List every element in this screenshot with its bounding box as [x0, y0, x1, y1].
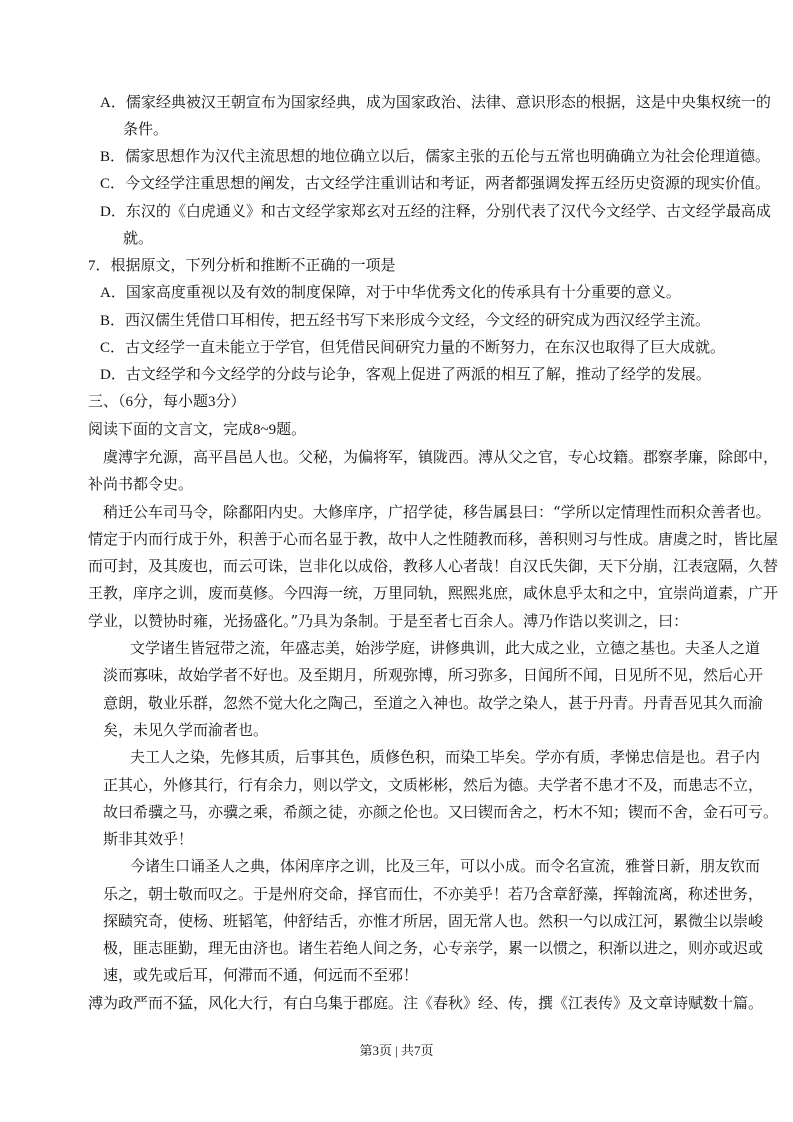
passage-quote-line: 矣，未见久学而渝者也。: [103, 721, 269, 739]
passage-quote-line: 今诸生口诵圣人之典，体闲庠序之训，比及三年，可以小成。而令名宣流，雅誉日新，朋友钦而: [130, 857, 761, 875]
q6-option-c: C．今文经学注重思想的阐发，古文经学注重训诂和考证，两者都强调发挥五经历史资源的现实价值。: [100, 176, 771, 192]
passage-quote-line: 淡而寡味，故始学者不好也。及至期月，所观弥博，所习弥多，日闻所不闻，日见所不见，然后心开: [103, 666, 764, 684]
q7-stem: 7．根据原文，下列分析和推断不正确的一项是: [88, 258, 396, 274]
passage-line: 补尚书都令史。: [88, 475, 194, 493]
q6-option-b: B．儒家思想作为汉代主流思想的地位确立以后，儒家主张的五伦与五常也明确确立为社会伦理道德。: [100, 149, 771, 165]
passage-line: 学业，以赞协时雍，光扬盛化。”乃具为条制。于是至者七百余人。溥乃作诰以奖训之，曰：: [88, 612, 689, 630]
section-instruction: 阅读下面的文言文，完成8~9题。: [88, 422, 307, 438]
passage-quote-line: 斯非其效乎！: [103, 830, 194, 848]
passage-line: 情定于内而行成于外，积善于心而名显于教，故中人之性随教而移，善积则习与性成。唐虞之时，皆比屋: [88, 530, 779, 548]
passage-line: 稍迁公车司马令，除鄱阳内史。大修庠序，广招学徒，移告属县曰：“学所以定情理性而积众善者也。: [103, 503, 771, 521]
passage-line: 而可封，及其废也，而云可诛，岂非化以成俗，教移人心者哉！自汉氏失御，天下分崩，江表寇隔，久替: [88, 557, 779, 575]
passage-quote-line: 夫工人之染，先修其质，后事其色，质修色积，而染工毕矣。学亦有质，孝悌忠信是也。君子内: [130, 748, 761, 766]
page-footer: 第3页 | 共7页: [359, 1043, 434, 1058]
passage-quote-line: 极，匪志匪勤，理无由济也。诸生若绝人间之务，心专亲学，累一以惯之，积渐以进之，则亦或迟或: [103, 939, 764, 957]
q6-option-a-cont: 条件。: [123, 122, 169, 138]
q6-option-d: D．东汉的《白虎通义》和古文经学家郑玄对五经的注释，分别代表了汉代今文经学、古文经学最高成: [100, 204, 771, 220]
passage-quote-line: 乐之，朝士敬而叹之。于是州府交命，择官而仕，不亦美乎！若乃含章舒藻，挥翰流离，称述世务，: [103, 885, 764, 903]
q6-option-d-cont: 就。: [123, 231, 154, 247]
q6-option-a: A．儒家经典被汉王朝宣布为国家经典，成为国家政治、法律、意识形态的根据，这是中央集权统一的: [100, 95, 771, 111]
section-heading: 三、（6分，每小题3分）: [88, 394, 246, 410]
passage-quote-line: 探赜究奇，使杨、班韬笔，仲舒结舌，亦惟才所居，固无常人也。然积一勺以成江河，累微尘以崇峻: [103, 912, 764, 930]
q7-option-a: A．国家高度重视以及有效的制度保障，对于中华优秀文化的传承具有十分重要的意义。: [100, 285, 681, 301]
passage-quote-line: 意朗，敬业乐群，忽然不觉大化之陶己，至道之入神也。故学之染人，甚于丹青。丹青吾见其久而渝: [103, 694, 764, 712]
passage-quote-line: 文学诸生皆冠带之流，年盛志美，始涉学庭，讲修典训，此大成之业，立德之基也。夫圣人之道: [130, 639, 761, 657]
passage-quote-line: 故曰希骥之马，亦骥之乘，希颜之徒，亦颜之伦也。又曰锲而舍之，朽木不知；锲而不舍，金石可亏。: [103, 803, 779, 821]
passage-line: 王教，庠序之训，废而莫修。今四海一统，万里同轨，熙熙兆庶，咸休息乎太和之中，宜崇尚道素，广开: [88, 584, 779, 602]
q7-option-b: B．西汉儒生凭借口耳相传，把五经书写下来形成今文经，今文经的研究成为西汉经学主流。: [100, 313, 711, 329]
passage-quote-line: 速，或先或后耳，何滞而不通，何远而不至邪！: [103, 966, 419, 984]
q7-option-c: C．古文经学一直未能立于学官，但凭借民间研究力量的不断努力，在东汉也取得了巨大成就。: [100, 340, 726, 356]
passage-line: 溥为政严而不猛，风化大行，有白乌集于郡庭。注《春秋》经、传，撰《江表传》及文章诗赋数十篇。: [88, 994, 764, 1012]
passage-quote-line: 正其心，外修其行，行有余力，则以学文，文质彬彬，然后为德。夫学者不患才不及，而患志不立，: [103, 776, 764, 794]
passage-line: 虞溥字允源，高平昌邑人也。父秘，为偏将军，镇陇西。溥从父之官，专心坟籍。郡察孝廉，除郎中，: [103, 448, 779, 466]
q7-option-d: D．古文经学和今文经学的分歧与论争，客观上促进了两派的相互了解，推动了经学的发展。: [100, 367, 711, 383]
